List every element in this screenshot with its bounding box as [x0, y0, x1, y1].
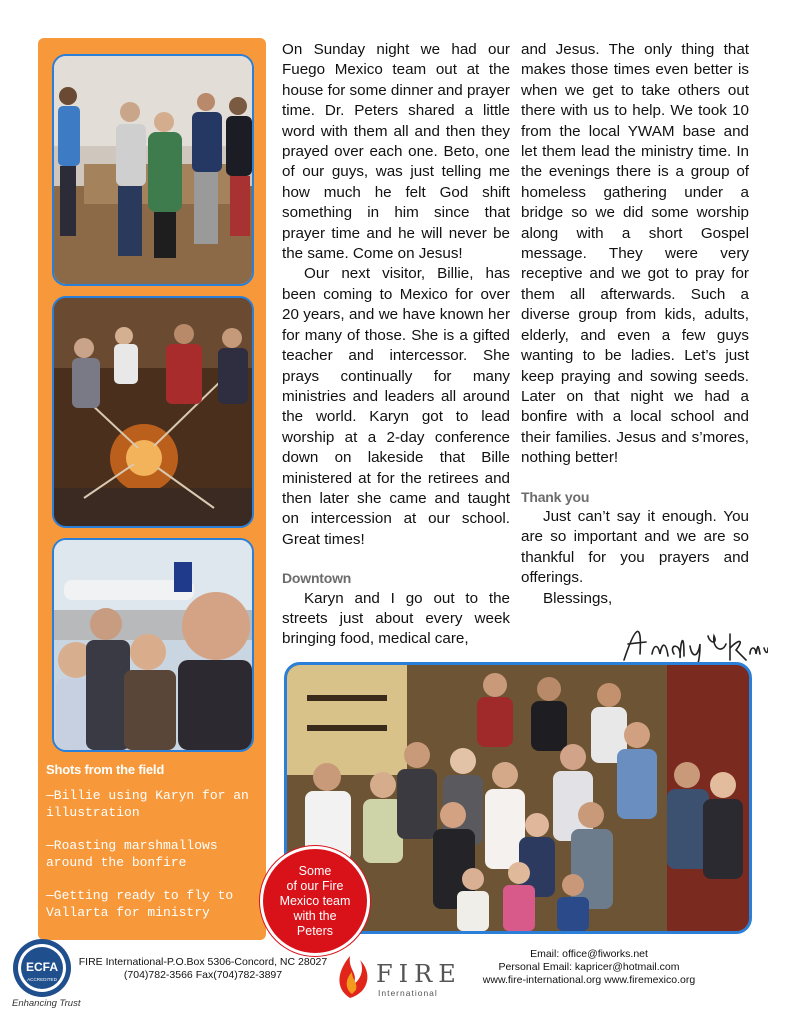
fire-international-logo [332, 944, 462, 1004]
address-line-2: (704)782-3566 Fax(704)782-3897 [123, 969, 283, 981]
shots-title: Shots from the field [46, 762, 165, 777]
paragraph-thank-you: Just can’t say it enough. You are so important and we are so thankful for you prayers and offerings. [521, 507, 749, 587]
team-photo-caption-badge [260, 846, 370, 956]
ecfa-label: ECFA [25, 960, 59, 974]
caption-billie: —Billie using Karyn for an illustration [46, 788, 249, 820]
mailing-address [74, 956, 332, 982]
office-email: Email: office@fiworks.net [530, 948, 648, 960]
ecfa-sub: ACCREDITED [27, 977, 57, 982]
paragraph-downtown: Karyn and I go out to the streets just about every week bringing food, medical care, [282, 589, 510, 648]
logo-sub: International [378, 988, 438, 998]
photo-airport-selfie [52, 538, 254, 752]
websites: www.fire-international.org www.firemexico.org [482, 974, 696, 986]
closing-blessings: Blessings, [543, 589, 613, 607]
contact-info [470, 948, 708, 987]
logo-word: FIRE [376, 960, 462, 988]
photo-billie-illustration [52, 54, 254, 286]
badge-text: Some of our Fire Mexico team with the Peters [279, 863, 351, 938]
article-column-1 [282, 40, 510, 650]
caption-marshmallows: —Roasting marshmallows around the bonfire [46, 838, 218, 870]
ecfa-tagline: Enhancing Trust [12, 998, 81, 1009]
photo-roasting-marshmallows [52, 296, 254, 528]
caption-vallarta: —Getting ready to fly to Vallarta for ministry [46, 888, 234, 920]
address-line-1: FIRE International-P.O.Box 5306-Concord, NC 28027 [78, 956, 328, 968]
article-column-2 [521, 40, 749, 609]
ecfa-logo [10, 938, 74, 1002]
heading-downtown: Downtown [282, 570, 352, 587]
paragraph-billie-visit: Our next visitor, Billie, has been coming to Mexico for over 20 years, and we have known her for many of those. She is a gifted teacher and intercessor. She prays continually for many ministries and leaders all around the world. Karyn got to lead worship at a 2-day conference down on lakeside that Bille ministered at for the retirees and then later she came and taught on intercession at our school. Great times! [282, 265, 510, 548]
personal-email: Personal Email: kapricer@hotmail.com [498, 961, 680, 973]
heading-thank-you: Thank you [521, 488, 590, 505]
paragraph-ywam-ministry: and Jesus. The only thing that makes those times even better is when we get to take others out there with us to help. We took 10 from the local YWAM base and let them lead the ministry time. In the evenings there is a group of homeless gathering under a bridge so we did some worship along with a short Gospel message. They were very receptive and we got to pray for them all afterwards. Such a diverse group from kids, adults, elderly, and even a few guys wanting to be ladies. Let’s just keep praying and sowing seeds. Later on that night we had a bonfire with a local school and their families. Jesus and s’mores, nothing better! [521, 41, 749, 467]
paragraph-sunday-night: On Sunday night we had our Fuego Mexico team out at the house for some dinner and prayer time. Dr. Peters shared a little word with them all and then they prayed over each one. Beto, one of our guys, was just telling me how much he felt God shift something in him since that prayer time and he will never be the same. Come on Jesus! [282, 41, 510, 263]
